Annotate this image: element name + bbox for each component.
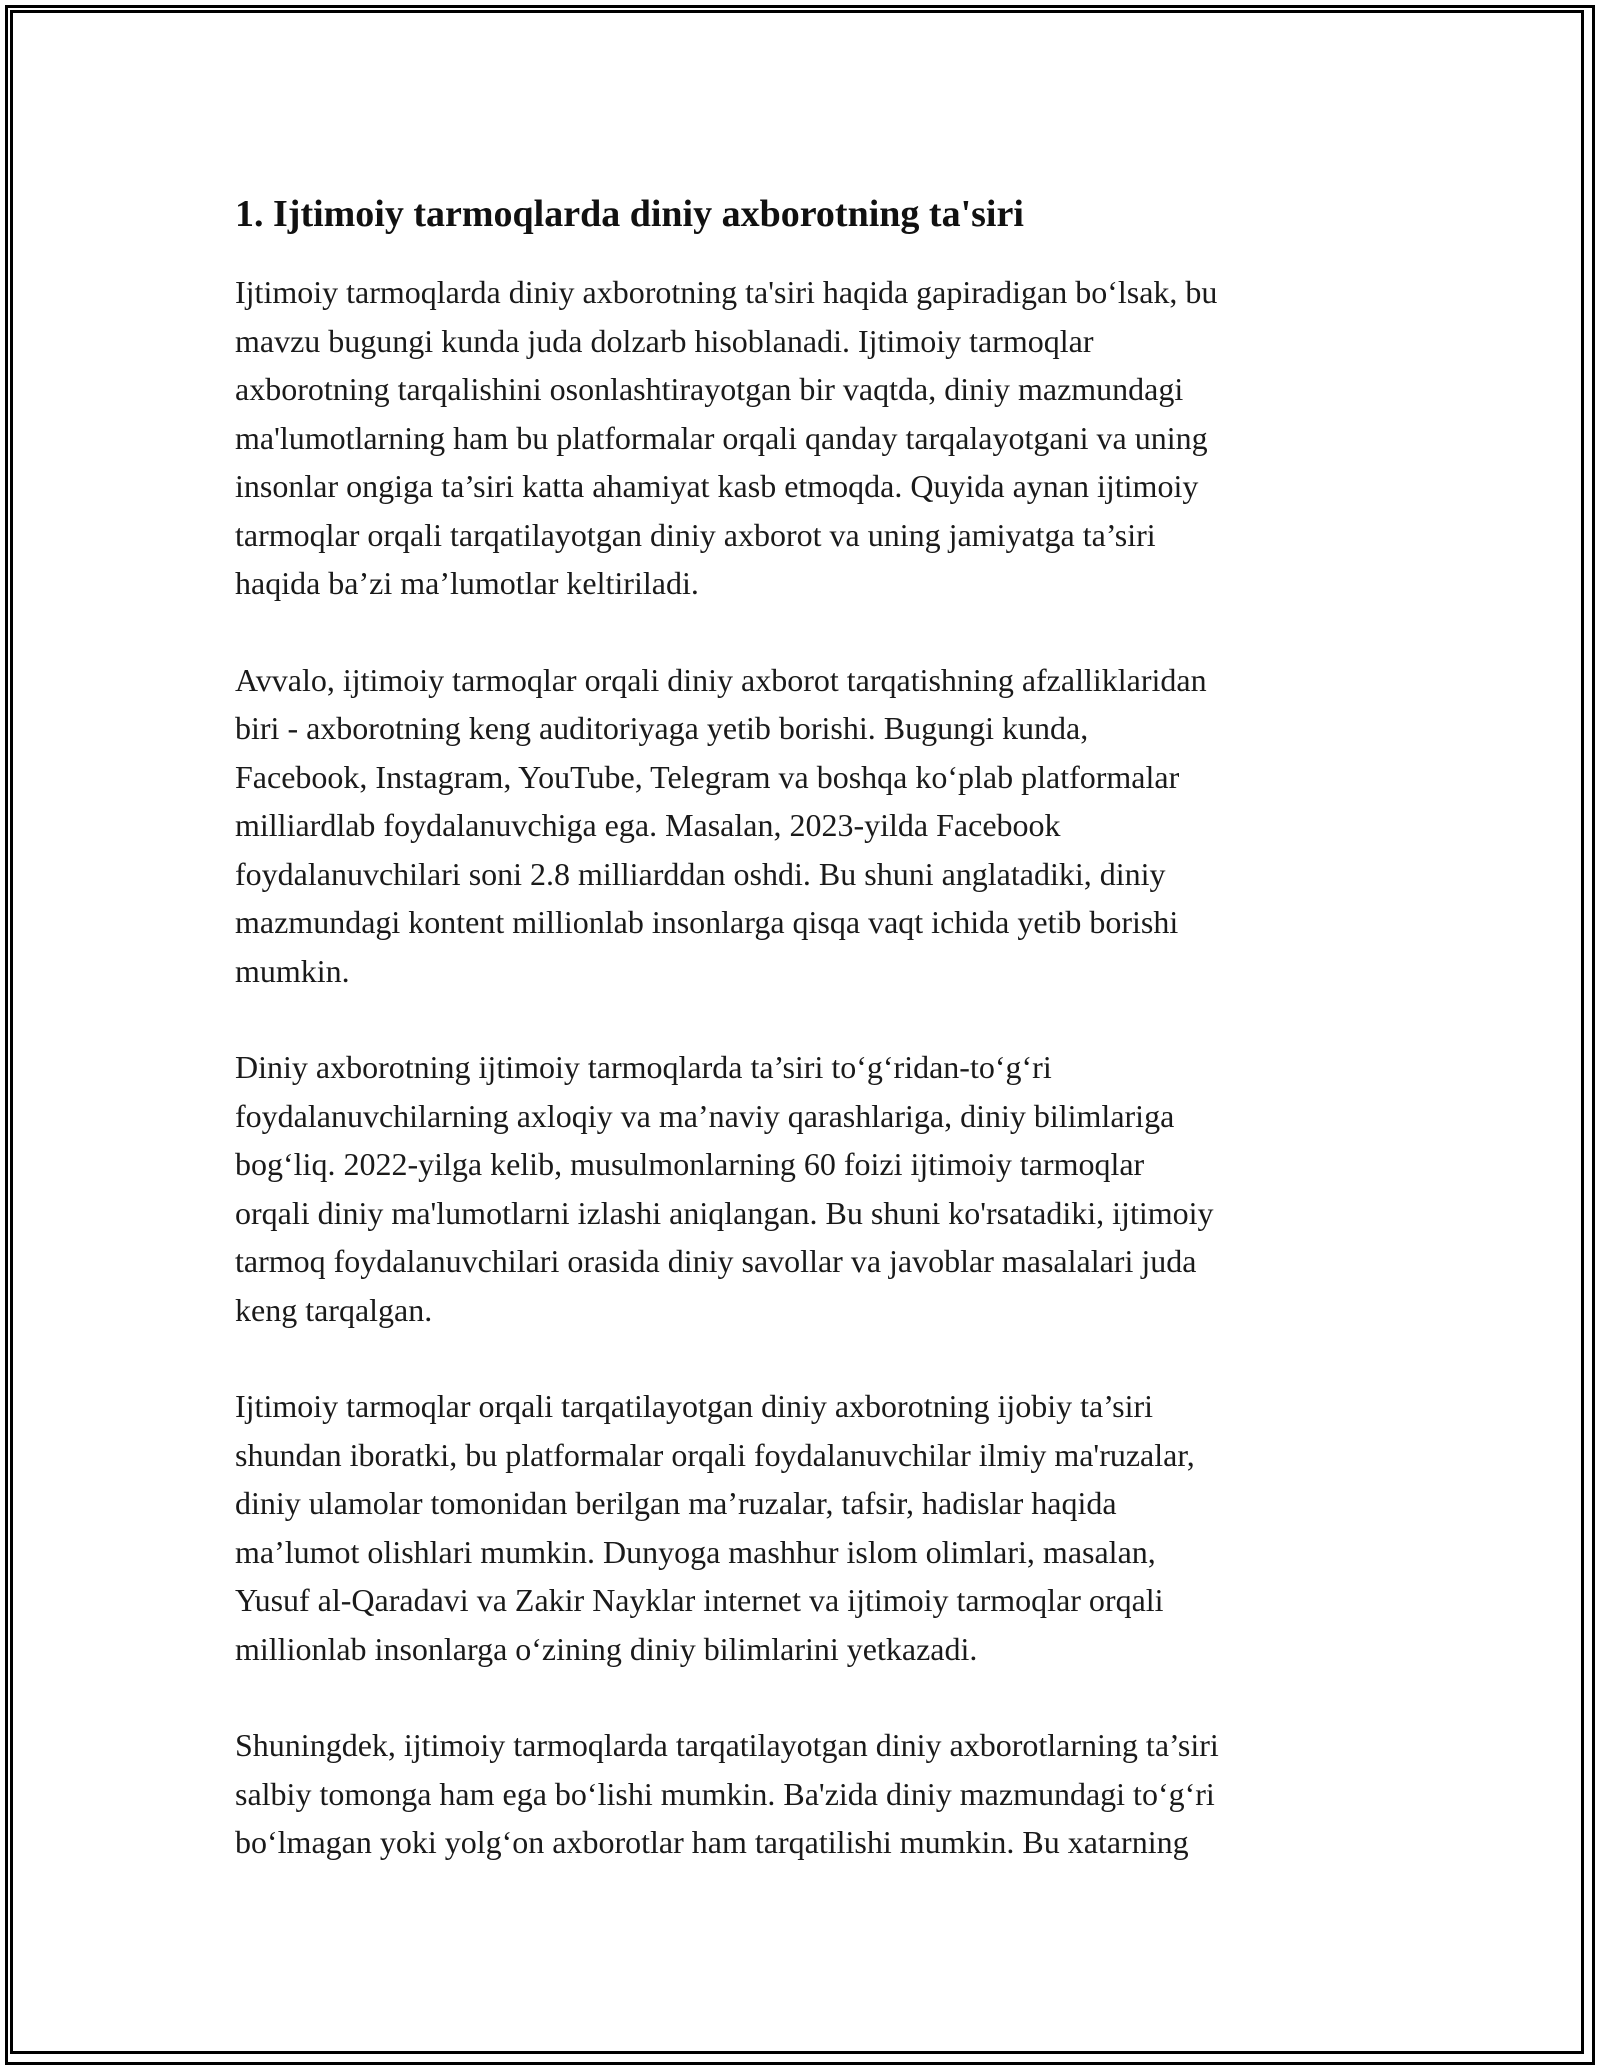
paragraph-user-influence: Diniy axborotning ijtimoiy tarmoqlarda ta’siri toʻgʻridan-toʻgʻri foydalanuvchilarning axloqiy va ma’naviy qarashlariga, diniy bilimlariga bogʻliq. 2022-yilga kelib, musulmonlarning 60 foizi ijtimoiy tarmoqlar orqali diniy ma'lumotlarni izlashi aniqlangan. Bu shuni ko'rsatadiki, ijtimoiy tarmoq foydalanuvchilari orasida diniy savollar va javoblar masalalari juda keng tarqalgan. bbox=[235, 1049, 1214, 1328]
paragraph-audience-reach: Avvalo, ijtimoiy tarmoqlar orqali diniy axborot tarqatishning afzalliklaridan biri - axborotning keng auditoriyaga yetib borishi. Bugungi kunda, Facebook, Instagram, YouTube, Telegram va boshqa koʻplab platformalar milliardlab foydalanuvchiga ega. Masalan, 2023-yilda Facebook foydalanuvchilari soni 2.8 milliarddan oshdi. Bu shuni anglatadiki, diniy mazmundagi kontent millionlab insonlarga qisqa vaqt ichida yetib borishi mumkin. bbox=[235, 661, 1207, 989]
paragraph-intro: Ijtimoiy tarmoqlarda diniy axborotning ta'siri haqida gapiradigan boʻlsak, bu mavzu bugungi kunda juda dolzarb hisoblanadi. Ijtimoiy tarmoqlar axborotning tarqalishini osonlashtirayotgan bir vaqtda, diniy mazmundagi ma'lumotlarning ham bu platformalar orqali qanday tarqalayotgani va uning insonlar ongiga ta’siri katta ahamiyat kasb etmoqda. Quyida aynan ijtimoiy tarmoqlar orqali tarqatilayotgan diniy axborot va uning jamiyatga ta’siri haqida ba’zi ma’lumotlar keltiriladi. bbox=[235, 274, 1218, 601]
paragraph-negative-impact: Shuningdek, ijtimoiy tarmoqlarda tarqatilayotgan diniy axborotlarning ta’siri salbiy tomonga ham ega boʻlishi mumkin. Ba'zida diniy mazmundagi toʻgʻri boʻlmagan yoki yolgʻon axborotlar ham tarqatilishi mumkin. Bu xatarning bbox=[235, 1727, 1219, 1860]
paragraph-positive-impact: Ijtimoiy tarmoqlar orqali tarqatilayotgan diniy axborotning ijobiy ta’siri shundan iboratki, bu platformalar orqali foydalanuvchilar ilmiy ma'ruzalar, diniy ulamolar tomonidan berilgan ma’ruzalar, tafsir, hadislar haqida ma’lumot olishlari mumkin. Dunyoga mashhur islom olimlari, masalan, Yusuf al-Qaradavi va Zakir Nayklar internet va ijtimoiy tarmoqlar orqali millionlab insonlarga oʻzining diniy bilimlarini yetkazadi. bbox=[235, 1388, 1195, 1667]
document-body bbox=[235, 188, 1385, 1915]
section-heading: 1. Ijtimoiy tarmoqlarda diniy axborotning ta'siri bbox=[235, 193, 1024, 235]
